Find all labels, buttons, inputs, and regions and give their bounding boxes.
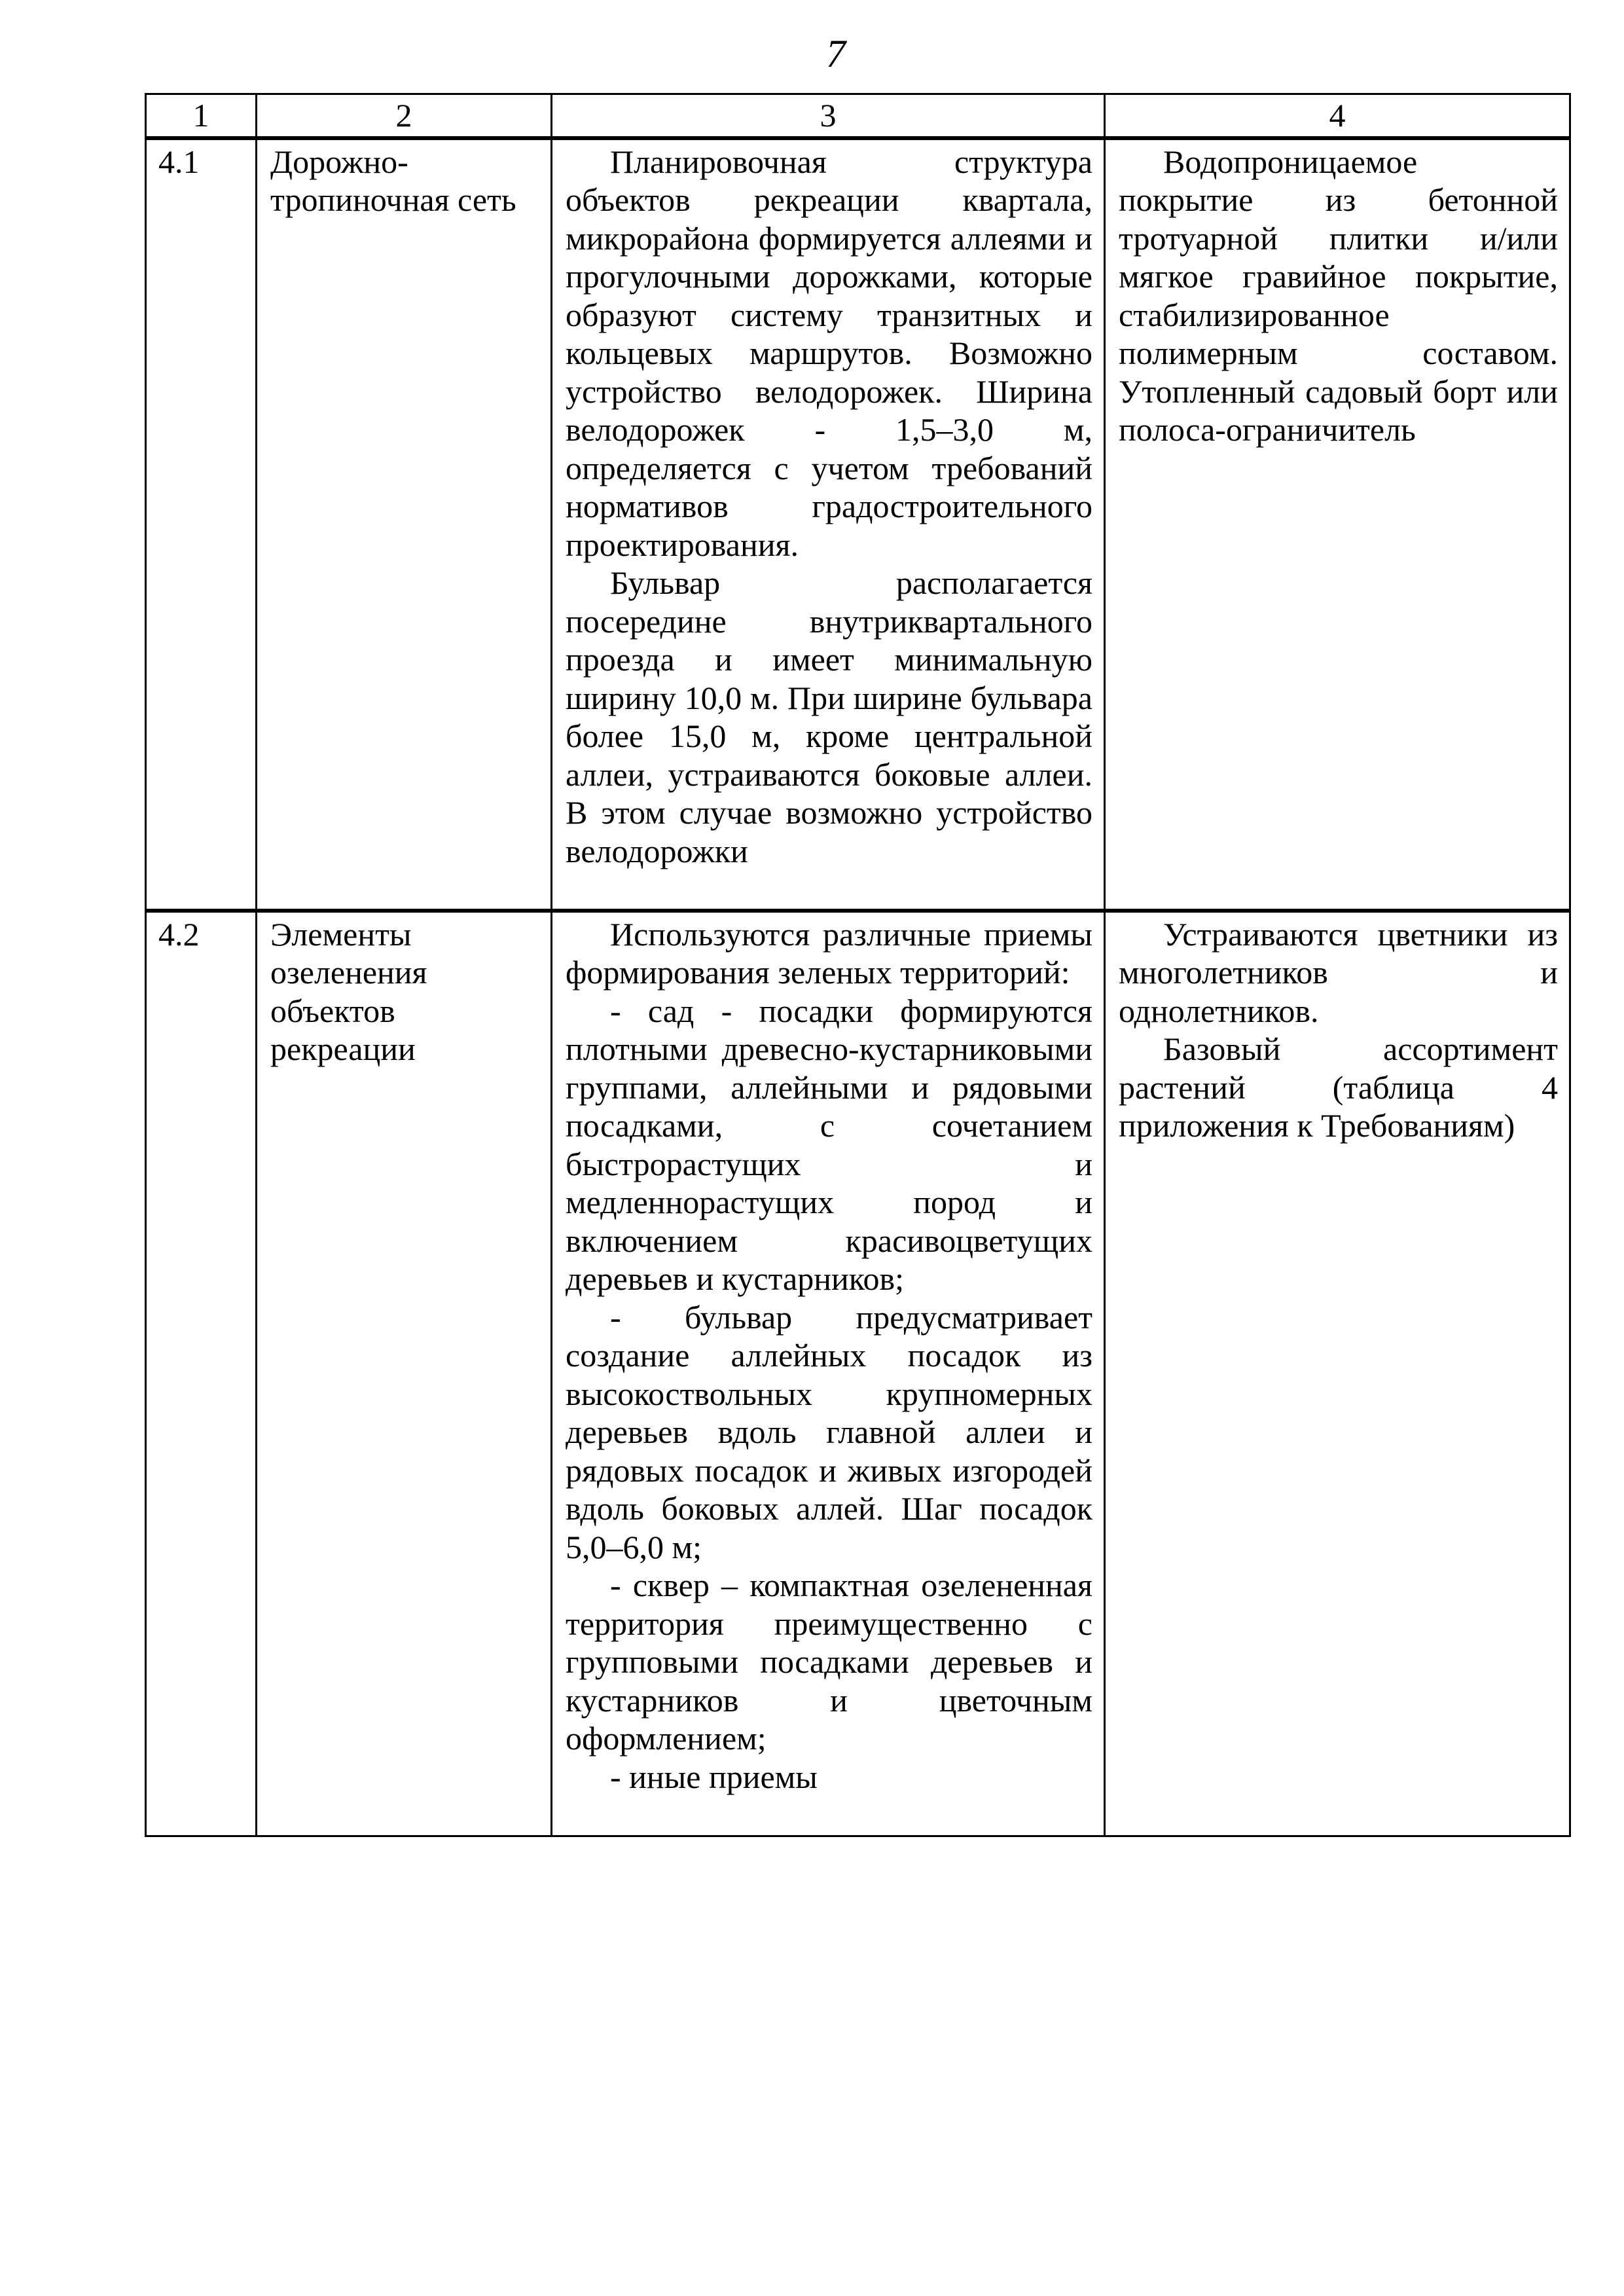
row-name-text: Элементы озеленения объектов рекреации (270, 915, 427, 1067)
paragraph: Бульвар располагается посередине внутриквартального проезда и имеет минимальную ширину 10,0 м. При ширине бульвара более 15,0 м, кроме центральной аллеи, устраиваются боковые аллеи. В этом случае возможно устройство велодорожки (566, 564, 1092, 869)
column-header: 1 (146, 94, 257, 138)
paragraph: Устраиваются цветники из многолетников и однолетников. (1119, 915, 1558, 1029)
row-name (257, 138, 552, 911)
paragraph: Планировочная структура объектов рекреации квартала, микрорайона формируется аллеями и прогулочными дорожками, которые образуют систему транзитных и кольцевых маршрутов. Возможно устройство велодорожек. Ширина велодорожек - 1,5–3,0 м, определяется с учетом требований нормативов градостроительного проектирования. (566, 143, 1092, 563)
paragraph: Используются различные приемы формирования зеленых территорий: (566, 915, 1092, 991)
paragraph: Водопроницаемое покрытие из бетонной тротуарной плитки и/или мягкое гравийное покрытие, стабилизированное полимерным составом. Утопленный садовый борт или полоса-ограничитель (1119, 143, 1558, 448)
row-number: 4.1 (146, 138, 257, 911)
paragraph: - сквер – компактная озелененная территория преимущественно с групповыми посадками деревьев и кустарников и цветочным оформлением; (566, 1567, 1092, 1757)
paragraph: - бульвар предусматривает создание аллейных посадок из высокоствольных крупномерных деревьев вдоль главной аллеи и рядовых посадок и живых изгородей вдоль боковых аллей. Шаг посадок 5,0–6,0 м; (566, 1298, 1092, 1565)
paragraph: Базовый ассортимент растений (таблица 4 приложения к Требованиям) (1119, 1030, 1558, 1144)
row-name (257, 911, 552, 1836)
requirements-table (145, 93, 1571, 1837)
row-requirements (1105, 138, 1570, 911)
column-header: 2 (257, 94, 552, 138)
row-description (552, 911, 1105, 1836)
table-row (146, 911, 1570, 1836)
row-description (552, 138, 1105, 911)
row-number: 4.2 (146, 911, 257, 1836)
table-header-row (146, 94, 1570, 138)
column-header: 3 (552, 94, 1105, 138)
paragraph: - сад - посадки формируются плотными древесно-кустарниковыми группами, аллейными и рядовыми посадками, с сочетанием быстрорастущих и медленнорастущих пород и включением красивоцветущих деревьев и кустарников; (566, 992, 1092, 1297)
paragraph: - иные приемы (610, 1758, 818, 1795)
page-number: 7 (826, 32, 846, 75)
table-row (146, 138, 1570, 911)
row-name-text: Дорожно-тропиночная сеть (270, 143, 516, 218)
row-requirements (1105, 911, 1570, 1836)
column-header: 4 (1105, 94, 1570, 138)
